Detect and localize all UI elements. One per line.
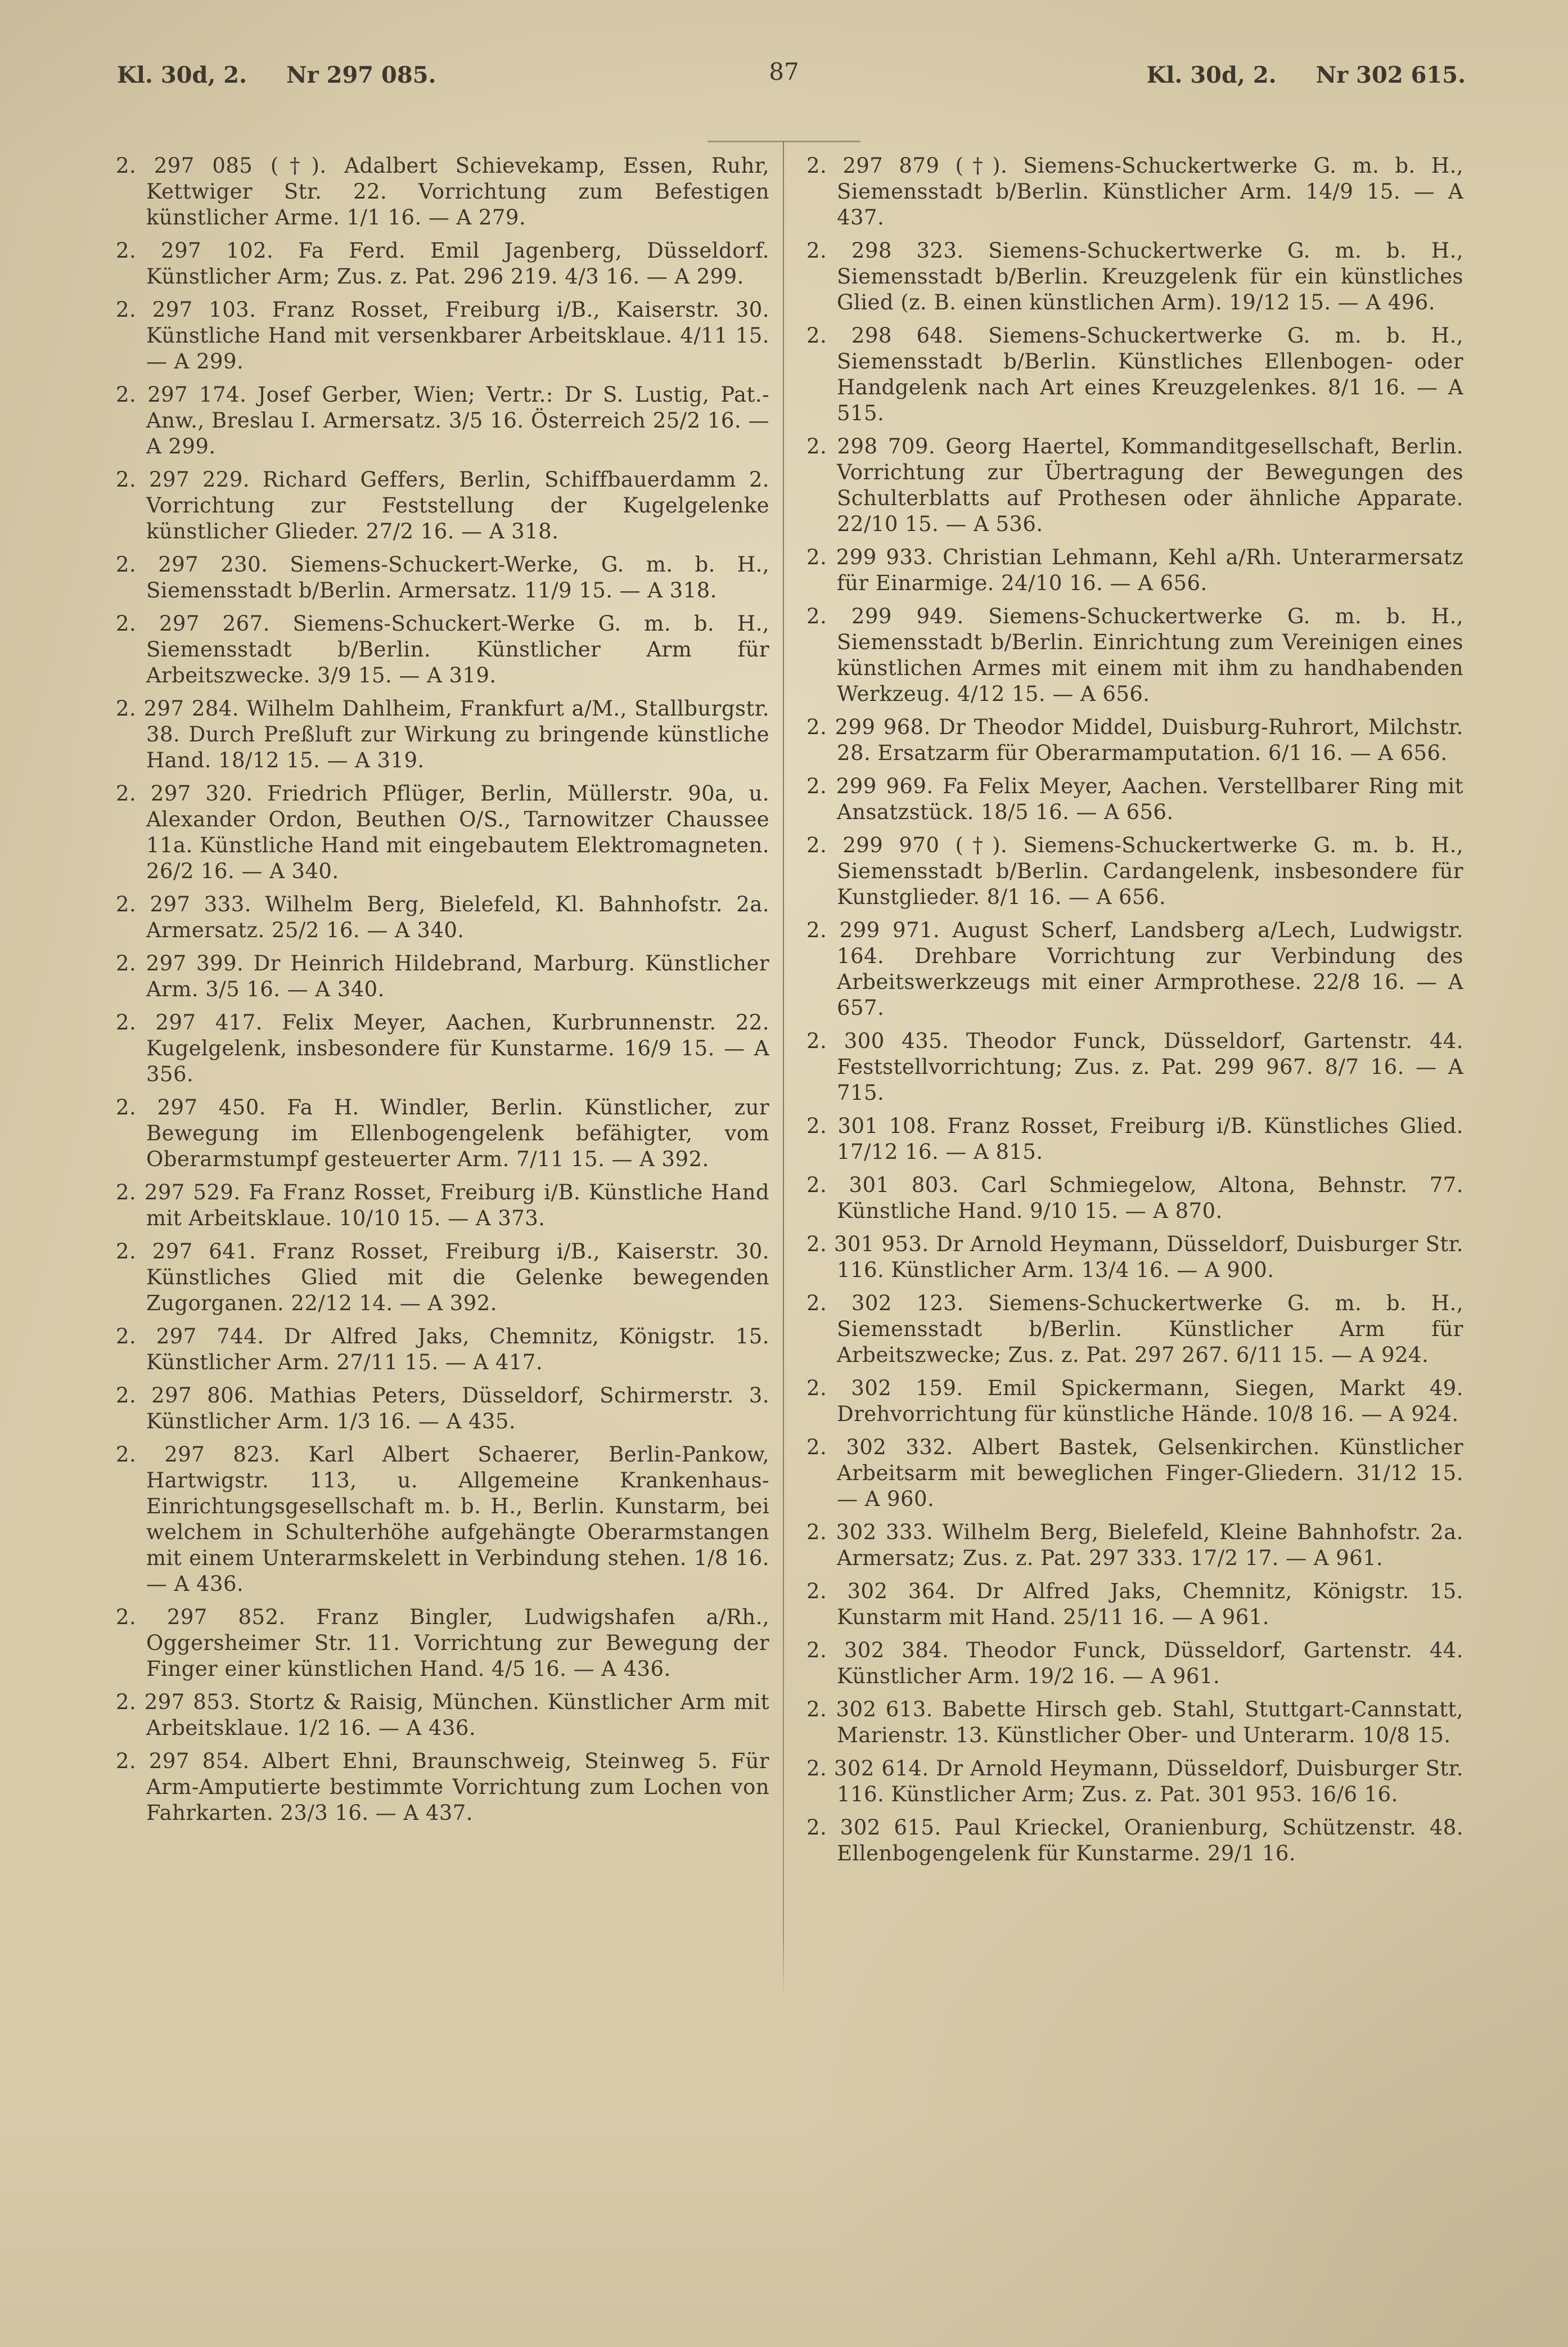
patent-entry: 2. 297 320. Friedrich Pflüger, Berlin, Müllerstr. 90a, u. Alexander Ordon, Beuthen O/S., Tarnowitzer Chaussee 11a. Künstliche Hand mit eingebautem Elektromagneten. 26/2 16. — A 340. <box>116 781 769 883</box>
patent-entry: 2. 297 103. Franz Rosset, Freiburg i/B., Kaiserstr. 30. Künstliche Hand mit versenkbarer Arbeitsklaue. 4/11 15. — A 299. <box>116 298 769 374</box>
patent-entry: 2. 297 823. Karl Albert Schaerer, Berlin-Pankow, Hartwigstr. 113, u. Allgemeine Krankenhaus-Einrichtungsgesellschaft m. b. H., Berlin. Kunstarm, bei welchem in Schulterhöhe aufgehängte Oberarmstangen mit einem Unterarmskelett in Verbindung stehen. 1/8 16. — A 436. <box>116 1442 769 1596</box>
patent-entry: 2. 297 333. Wilhelm Berg, Bielefeld, Kl. Bahnhofstr. 2a. Armersatz. 25/2 16. — A 340. <box>116 892 769 942</box>
patent-entry: 2. 297 529. Fa Franz Rosset, Freiburg i/B. Künstliche Hand mit Arbeitsklaue. 10/10 15. — A 373. <box>116 1180 769 1230</box>
patent-entry: 2. 297 854. Albert Ehni, Braunschweig, Steinweg 5. Für Arm-Amputierte bestimmte Vorrichtung zum Lochen von Fahrkarten. 23/3 16. — A 437. <box>116 1749 769 1825</box>
patent-entry: 2. 297 174. Josef Gerber, Wien; Vertr.: Dr S. Lustig, Pat.-Anw., Breslau I. Armersatz. 3/5 16. Österreich 25/2 16. — A 299. <box>116 383 769 458</box>
patent-entry: 2. 302 123. Siemens-Schuckertwerke G. m. b. H., Siemensstadt b/Berlin. Künstlicher Arm für Arbeitszwecke; Zus. z. Pat. 297 267. 6/11 15. — A 924. <box>806 1291 1463 1367</box>
patent-entry: 2. 297 102. Fa Ferd. Emil Jagenberg, Düsseldorf. Künstlicher Arm; Zus. z. Pat. 296 219. 4/3 16. — A 299. <box>116 239 769 289</box>
patent-entry: 2. 299 971. August Scherf, Landsberg a/Lech, Ludwigstr. 164. Drehbare Vorrichtung zur Verbindung des Arbeitswerkzeugs mit einer Armprothese. 22/8 16. — A 657. <box>806 918 1463 1020</box>
patent-entry: 2. 302 159. Emil Spickermann, Siegen, Markt 49. Drehvorrichtung für künstliche Hände. 10/8 16. — A 924. <box>806 1376 1463 1426</box>
patent-entry: 2. 297 806. Mathias Peters, Düsseldorf, Schirmerstr. 3. Künstlicher Arm. 1/3 16. — A 435. <box>116 1383 769 1433</box>
patent-entry: 2. 297 399. Dr Heinrich Hildebrand, Marburg. Künstlicher Arm. 3/5 16. — A 340. <box>116 951 769 1001</box>
patent-entry: 2. 297 879 (†). Siemens-Schuckertwerke G. m. b. H., Siemensstadt b/Berlin. Künstlicher Arm. 14/9 15. — A 437. <box>806 154 1463 230</box>
header-right-nr: Nr 302 615. <box>1315 62 1466 88</box>
patent-entry: 2. 297 744. Dr Alfred Jaks, Chemnitz, Königstr. 15. Künstlicher Arm. 27/11 15. — A 417. <box>116 1324 769 1374</box>
header-right-class: Kl. 30d, 2. <box>1146 62 1277 88</box>
running-head <box>0 59 1568 92</box>
header-left-class: Kl. 30d, 2. <box>117 62 247 88</box>
patent-entry: 2. 297 641. Franz Rosset, Freiburg i/B., Kaiserstr. 30. Künstliches Glied mit die Gelenke bewegenden Zugorganen. 22/12 14. — A 392. <box>116 1239 769 1315</box>
patent-entry: 2. 299 949. Siemens-Schuckertwerke G. m. b. H., Siemensstadt b/Berlin. Einrichtung zum Vereinigen eines künstlichen Armes mit einem mit ihm zu handhabenden Werkzeug. 4/12 15. — A 656. <box>806 604 1463 706</box>
patent-entry: 2. 298 648. Siemens-Schuckertwerke G. m. b. H., Siemensstadt b/Berlin. Künstliches Ellenbogen- oder Handgelenk nach Art eines Kreuzgelenkes. 8/1 16. — A 515. <box>806 323 1463 425</box>
patent-entry: 2. 299 970 (†). Siemens-Schuckertwerke G. m. b. H., Siemensstadt b/Berlin. Cardangelenk, insbesondere für Kunstglieder. 8/1 16. — A 656. <box>806 833 1463 909</box>
column-divider <box>783 142 784 1995</box>
patent-entry: 2. 301 953. Dr Arnold Heymann, Düsseldorf, Duisburger Str. 116. Künstlicher Arm. 13/4 16. — A 900. <box>806 1232 1463 1282</box>
column-left <box>116 153 769 1833</box>
patent-entry: 2. 302 364. Dr Alfred Jaks, Chemnitz, Königstr. 15. Kunstarm mit Hand. 25/11 16. — A 961. <box>806 1579 1463 1629</box>
patent-entry: 2. 300 435. Theodor Funck, Düsseldorf, Gartenstr. 44. Feststellvorrichtung; Zus. z. Pat. 299 967. 8/7 16. — A 715. <box>806 1029 1463 1105</box>
page-number: 87 <box>769 58 799 86</box>
patent-entry: 2. 302 332. Albert Bastek, Gelsenkirchen. Künstlicher Arbeitsarm mit beweglichen Finger-Gliedern. 31/12 15. — A 960. <box>806 1435 1463 1511</box>
patent-entry: 2. 297 417. Felix Meyer, Aachen, Kurbrunnenstr. 22. Kugelgelenk, insbesondere für Kunstarme. 16/9 15. — A 356. <box>116 1010 769 1086</box>
patent-entry: 2. 297 085 (†). Adalbert Schievekamp, Essen, Ruhr, Kettwiger Str. 22. Vorrichtung zum Befestigen künstlicher Arme. 1/1 16. — A 279. <box>116 154 769 230</box>
patent-entry: 2. 297 230. Siemens-Schuckert-Werke, G. m. b. H., Siemensstadt b/Berlin. Armersatz. 11/9 15. — A 318. <box>116 552 769 603</box>
header-left-nr: Nr 297 085. <box>286 62 436 88</box>
patent-entry: 2. 299 968. Dr Theodor Middel, Duisburg-Ruhrort, Milchstr. 28. Ersatzarm für Oberarmamputation. 6/1 16. — A 656. <box>806 715 1463 765</box>
patent-entry: 2. 299 969. Fa Felix Meyer, Aachen. Verstellbarer Ring mit Ansatzstück. 18/5 16. — A 656. <box>806 774 1463 824</box>
patent-entry: 2. 301 108. Franz Rosset, Freiburg i/B. Künstliches Glied. 17/12 16. — A 815. <box>806 1114 1463 1164</box>
patent-entry: 2. 302 613. Babette Hirsch geb. Stahl, Stuttgart-Cannstatt, Marienstr. 13. Künstlicher Ober- und Unterarm. 10/8 15. <box>806 1697 1463 1747</box>
patent-entry: 2. 297 229. Richard Geffers, Berlin, Schiffbauerdamm 2. Vorrichtung zur Feststellung der Kugelgelenke künstlicher Glieder. 27/2 16. — A 318. <box>116 467 769 543</box>
patent-entry: 2. 302 384. Theodor Funck, Düsseldorf, Gartenstr. 44. Künstlicher Arm. 19/2 16. — A 961. <box>806 1638 1463 1688</box>
patent-entry: 2. 297 853. Stortz & Raisig, München. Künstlicher Arm mit Arbeitsklaue. 1/2 16. — A 436. <box>116 1690 769 1740</box>
patent-entry: 2. 297 852. Franz Bingler, Ludwigshafen a/Rh., Oggersheimer Str. 11. Vorrichtung zur Bewegung der Finger einer künstlichen Hand. 4/5 16. — A 436. <box>116 1605 769 1681</box>
patent-entry: 2. 302 614. Dr Arnold Heymann, Düsseldorf, Duisburger Str. 116. Künstlicher Arm; Zus. z. Pat. 301 953. 16/6 16. <box>806 1756 1463 1806</box>
patent-entry: 2. 297 267. Siemens-Schuckert-Werke G. m. b. H., Siemensstadt b/Berlin. Künstlicher Arm für Arbeitszwecke. 3/9 15. — A 319. <box>116 612 769 687</box>
patent-entry: 2. 298 323. Siemens-Schuckertwerke G. m. b. H., Siemensstadt b/Berlin. Kreuzgelenk für ein künstliches Glied (z. B. einen künstlichen Arm). 19/12 15. — A 496. <box>806 239 1463 314</box>
running-head-right <box>1147 59 1466 92</box>
patent-entry: 2. 302 333. Wilhelm Berg, Bielefeld, Kleine Bahnhofstr. 2a. Armersatz; Zus. z. Pat. 297 333. 17/2 17. — A 961. <box>806 1520 1463 1570</box>
patent-entry: 2. 299 933. Christian Lehmann, Kehl a/Rh. Unterarmersatz für Einarmige. 24/10 16. — A 656. <box>806 545 1463 595</box>
header-rule <box>708 141 860 142</box>
patent-entry: 2. 297 450. Fa H. Windler, Berlin. Künstlicher, zur Bewegung im Ellenbogengelenk befähigter, vom Oberarmstumpf gesteuerter Arm. 7/11 15. — A 392. <box>116 1095 769 1171</box>
patent-entry: 2. 302 615. Paul Krieckel, Oranienburg, Schützenstr. 48. Ellenbogengelenk für Kunstarme. 29/1 16. <box>806 1815 1463 1865</box>
column-right <box>806 153 1463 1874</box>
running-head-left <box>117 59 436 92</box>
patent-entry: 2. 301 803. Carl Schmiegelow, Altona, Behnstr. 77. Künstliche Hand. 9/10 15. — A 870. <box>806 1173 1463 1223</box>
patent-entry: 2. 297 284. Wilhelm Dahlheim, Frankfurt a/M., Stallburgstr. 38. Durch Preßluft zur Wirkung zu bringende künstliche Hand. 18/12 15. — A 319. <box>116 696 769 772</box>
patent-entry: 2. 298 709. Georg Haertel, Kommanditgesellschaft, Berlin. Vorrichtung zur Übertragung der Bewegungen des Schulterblatts auf Prothesen oder ähnliche Apparate. 22/10 15. — A 536. <box>806 434 1463 536</box>
